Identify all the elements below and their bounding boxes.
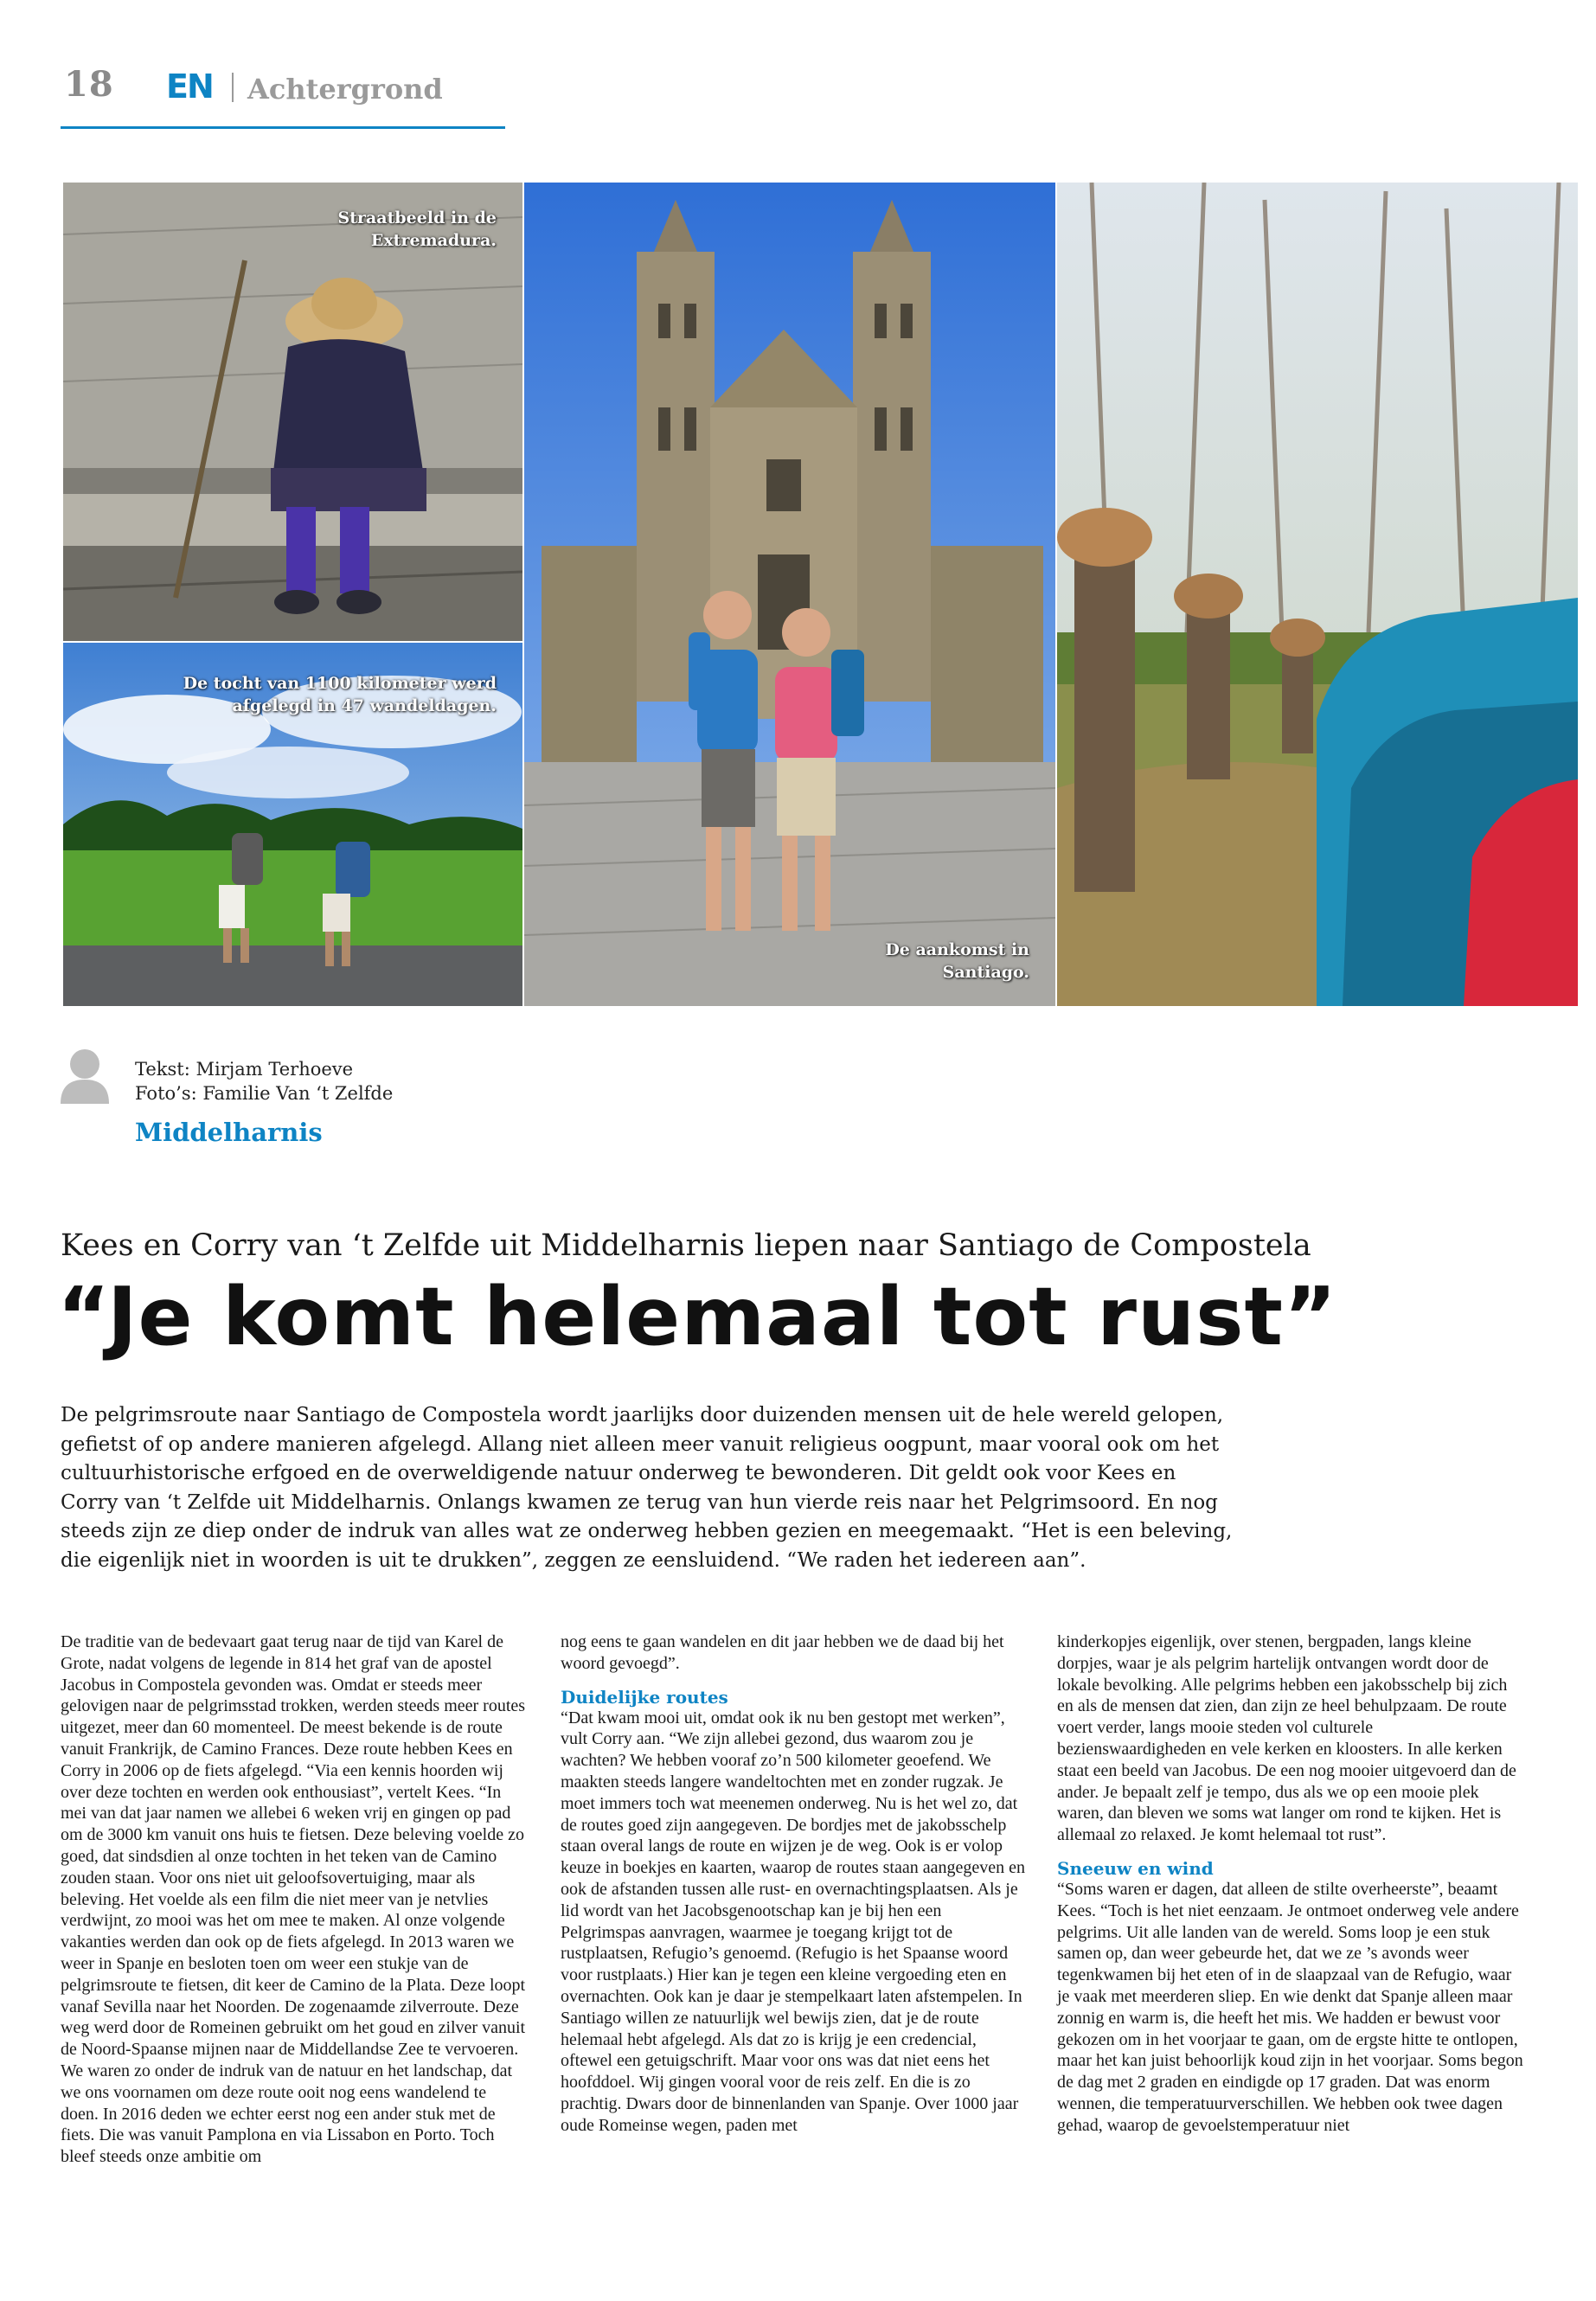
body-paragraph: De traditie van de bedevaart gaat terug naar de tijd van Karel de Grote, nadat volgens de legende in 814 het graf van de apostel Jacobus in Compostela gevonden was. Omdat er steeds meer gelovigen naar de pelgrimsstad trokken, werden steeds meer routes uitgezet, meer dan 60 momenteel. De meest bekende is de route vanuit Frankrijk, de Camino Frances. Deze route hebben Kees en Corry in 2006 op de fiets afgelegd. “Via een kennis hoorden wij over deze tochten en werden ook enthousiast”, vertelt Kees. “In mei van dat jaar namen we allebei 6 weken vrij en gingen op pad om de 3000 km vanuit ons huis te fietsen. Deze beleving voelde zo goed, dat sindsdien al onze tochten in het teken van de Camino zouden staan. Voor ons niet uit geloofsovertuiging, maar als beleving. Het voelde als een film die niet meer van je netvlies verdwijnt, zo mooi was het om mee te maken. Al onze volgende vakanties werden dan ook op de fiets afgelegd. In 2013 waren we weer in Spanje en besloten toen om weer een stukje van de pelgrimsroute te fietsen, dit keer de Camino de la Plata. Deze loopt vanaf Sevilla naar het Noorden. De zogenaamde zilverroute. Deze weg werd door de Romeinen gebruikt om het goud en zilver vanuit de Noord-Spaanse mijnen naar de Middellandse Zee te vervoeren. We waren zo onder de indruk van de natuur en het landschap, dat we ons voornamen om deze route ooit nog eens wandelend te doen. In 2016 deden we echter eerst nog een ander stuk met de fiets. Die was vanuit Pamplona en via Lissabon en Porto. Toch bleef steeds onze ambitie om bbox=[61, 1632, 526, 2167]
body-paragraph: “Dat kwam mooi uit, omdat ook ik nu ben gestopt met werken”, vult Corry aan. “We zijn allebei gezond, dus waarom zou je wachten? We hebben vooraf zo’n 500 kilometer geoefend. We maakten steeds langere wandeltochten met en zonder rugzak. Je moet immers toch wat meenemen onderweg. Nu is het wel zo, dat de routes goed zijn aangegeven. De bordjes met de jakobsschelp staan overal langs de route en wijzen je de weg. Ook is er volop keuze in boekjes en kaarten, waarop de routes staan aangegeven en ook de afstanden tussen alle rust- en overnachtingsplaatsen. Als je lid wordt van het Jacobsgenootschap kan je bij hen een Pelgrimspas aanvragen, waarmee je toegang krijgt tot de rustplaatsen, Refugio’s genoemd. (Refugio is het Spaanse woord voor rustplaats.) Hier kan je tegen een kleine vergoeding eten en overnachten. Ook kan je daar je stempelkaart laten afstempelen. In Santiago willen ze natuurlijk wel bewijs zien, dat je de route helemaal hebt afgelegd. Als dat zo is krijg je een credencial, oftewel een getuigschrift. Maar voor ons was dat niet eens het hoofddoel. Wij gingen vooral voor de reis zelf. En die is zo prachtig. Dwars door de binnenlanden van Spanje. Over 1000 jaar oude Romeinse wegen, paden met bbox=[561, 1708, 1025, 2135]
body-column-2 bbox=[561, 1631, 1028, 2137]
headline-kicker: Kees en Corry van ‘t Zelfde uit Middelharnis liepen naar Santiago de Compostela bbox=[61, 1228, 1311, 1263]
byline-photos: Foto’s: Familie Van ‘t Zelfde bbox=[135, 1083, 394, 1104]
location-label: Middelharnis bbox=[135, 1118, 323, 1147]
header-divider bbox=[232, 73, 234, 102]
body-paragraph: “Soms waren er dagen, dat alleen de stilte overheerste”, beaamt Kees. “Toch is het niet eenzaam. Je ontmoet onderweg vele andere pelgrims. Uit alle landen van de wereld. Soms loop je een stuk samen op, dan weer gebeurde het, dat we ze ’s avonds weer tegenkwamen bij het eten of in de slaapzaal van de Refugio, waar je vaak met meerderen sliep. En wie denkt dat Spanje alleen maar zonnig en warm is, die heeft het mis. We hadden er bewust voor gekozen om in het voorjaar te gaan, om de ergste hitte te ontlopen, maar het kan juist behoorlijk koud zijn in het voorjaar. Soms begon de dag met 2 graden en eindigde op 17 graden. Dat was enorm wennen, die temperatuurverschillen. We hebben ook twee dagen gehad, waarop de gevoelstemperatuur niet bbox=[1057, 1879, 1523, 2135]
photo-caption-arrival: De aankomst in Santiago. bbox=[885, 940, 1029, 982]
header-rule bbox=[61, 126, 505, 129]
byline-author: Tekst: Mirjam Terhoeve bbox=[135, 1059, 354, 1080]
photo-caption-extremadura: Straatbeeld in de Extremadura. bbox=[337, 208, 497, 250]
photo-trees-backpack bbox=[1057, 183, 1578, 1006]
subheading-snow-wind: Sneeuw en wind bbox=[1057, 1857, 1214, 1879]
brand-logo: EN bbox=[166, 67, 213, 106]
intro-paragraph: De pelgrimsroute naar Santiago de Compostela wordt jaarlijks door duizenden mensen uit de hele wereld gelopen, gefietst of op andere manieren afgelegd. Allang niet alleen meer vanuit religieus oogpunt, maar vooral ook om het cultuurhistorische erfgoed en de overweldigende natuur onderweg te bewonderen. Dit geldt ook voor Kees en Corry van ‘t Zelfde uit Middelharnis. Onlangs kwamen ze terug van hun vierde reis naar het Pelgrimsoord. En nog steeds zijn ze diep onder de indruk van alles wat ze onderweg hebben gezien en meegemaakt. “Het is een beleving, die eigenlijk niet in woorden is uit te drukken”, zeggen ze eensluidend. “We raden het iedereen aan”. bbox=[61, 1404, 1233, 1572]
photo-caption-distance: De tocht van 1100 kilometer werd afgelegd in 47 wandeldagen. bbox=[183, 674, 497, 715]
author-avatar-icon bbox=[61, 1047, 109, 1104]
body-column-1 bbox=[61, 1631, 528, 2168]
page-number: 18 bbox=[64, 64, 114, 105]
section-label: Achtergrond bbox=[247, 73, 443, 106]
subheading-routes: Duidelijke routes bbox=[561, 1686, 728, 1708]
body-column-3 bbox=[1057, 1631, 1524, 2137]
body-paragraph: kinderkopjes eigenlijk, over stenen, bergpaden, langs kleine dorpjes, waar je als pelgrim hartelijk ontvangen wordt door de lokale bevolking. Alle pelgrims hebben een jakobsschelp bij zich en als de mensen dat zien, dan zijn ze heel behulpzaam. De route voert verder, langs mooie steden vol culturele bezienswaardigheden en vele kerken en kloosters. In alle kerken staat een beeld van Jacobus. De een nog mooier uitgevoerd dan de ander. Je bepaalt zelf je tempo, dus als we op een mooie plek waren, dan bleven we soms wat langer om rond te kijken. Het is allemaal zo relaxed. Je komt helemaal tot rust”. bbox=[1057, 1632, 1516, 1845]
body-paragraph: nog eens te gaan wandelen en dit jaar hebben we de daad bij het woord gevoegd”. bbox=[561, 1632, 1004, 1673]
photo-cathedral bbox=[524, 183, 1055, 1006]
headline: “Je komt helemaal tot rust” bbox=[57, 1270, 1338, 1363]
